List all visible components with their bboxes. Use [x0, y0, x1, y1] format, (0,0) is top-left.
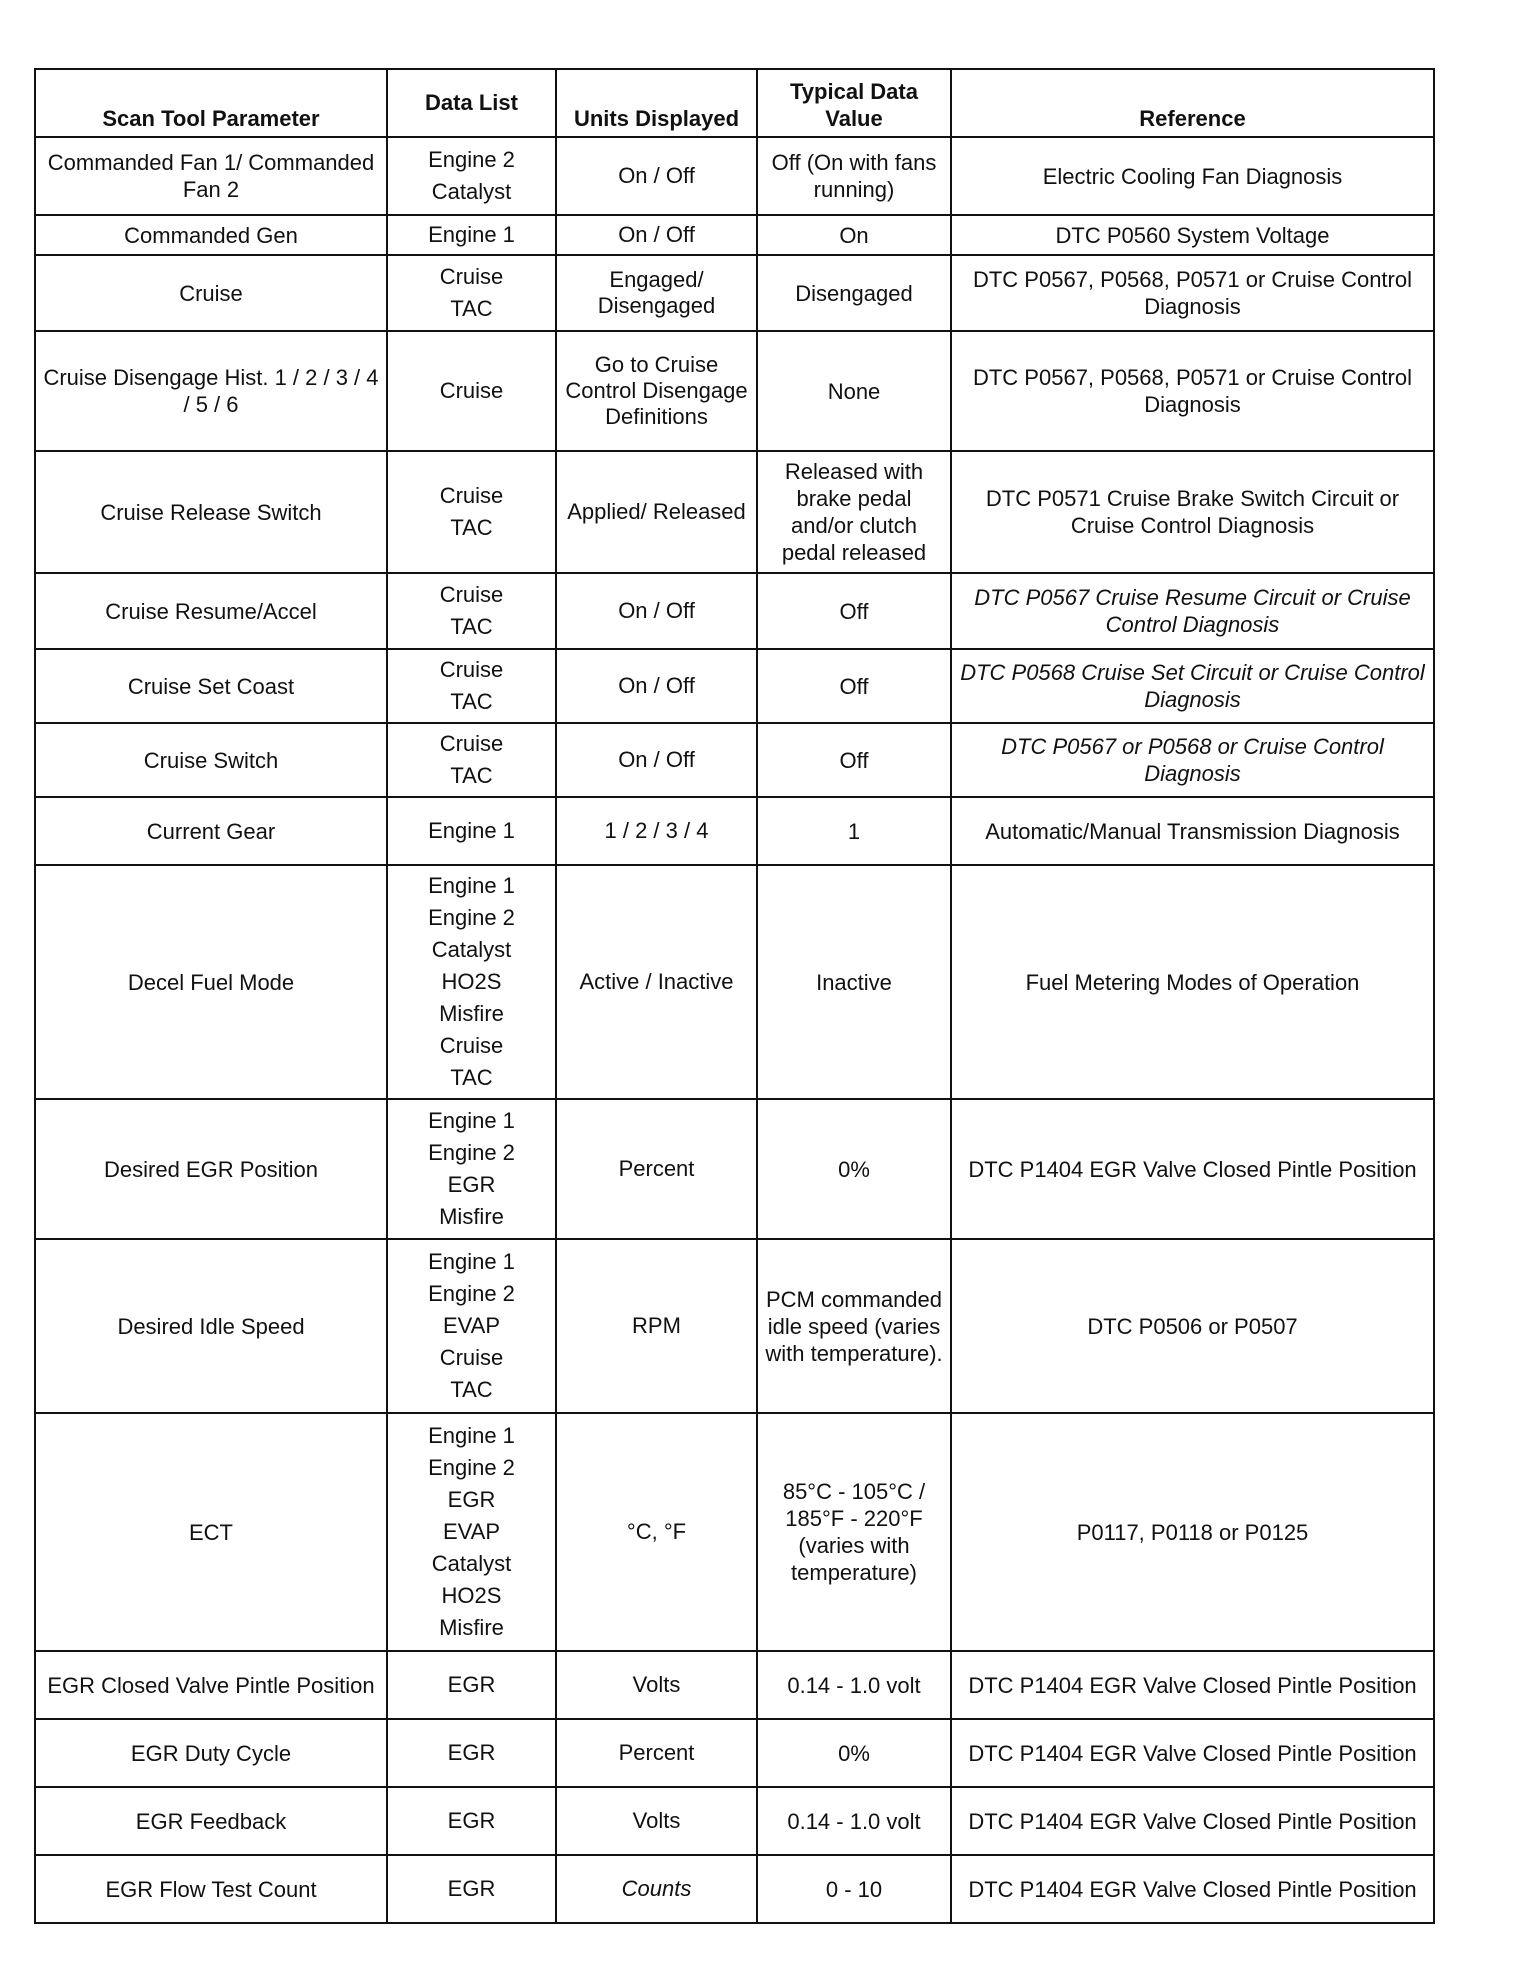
- data-list-cell: Engine 1 Engine 2 EGR Misfire: [387, 1099, 556, 1239]
- header-typical-data-value: Typical Data Value: [757, 69, 951, 137]
- param-cell: Commanded Gen: [35, 215, 387, 255]
- data-list-cell: EGR: [387, 1855, 556, 1923]
- param-cell: EGR Duty Cycle: [35, 1719, 387, 1787]
- param-cell: Cruise Set Coast: [35, 649, 387, 723]
- data-list-cell: Engine 1 Engine 2 Catalyst HO2S Misfire Cruise TAC: [387, 865, 556, 1099]
- param-cell: Current Gear: [35, 797, 387, 865]
- typical-value-cell: None: [757, 331, 951, 451]
- typical-value-cell: 0%: [757, 1099, 951, 1239]
- data-list-cell: Cruise TAC: [387, 451, 556, 573]
- header-data-list: Data List: [387, 69, 556, 137]
- table-row: [35, 137, 1434, 215]
- data-list-cell: Cruise TAC: [387, 255, 556, 331]
- param-cell: EGR Feedback: [35, 1787, 387, 1855]
- typical-value-cell: On: [757, 215, 951, 255]
- reference-cell: DTC P0567, P0568, P0571 or Cruise Control Diagnosis: [951, 255, 1434, 331]
- reference-cell: Electric Cooling Fan Diagnosis: [951, 137, 1434, 215]
- units-cell: Active / Inactive: [556, 865, 757, 1099]
- reference-cell: DTC P0567, P0568, P0571 or Cruise Control Diagnosis: [951, 331, 1434, 451]
- table-row: [35, 865, 1434, 1099]
- table-row: [35, 451, 1434, 573]
- param-cell: Decel Fuel Mode: [35, 865, 387, 1099]
- param-cell: Desired Idle Speed: [35, 1239, 387, 1413]
- table-row: [35, 797, 1434, 865]
- units-cell: Percent: [556, 1099, 757, 1239]
- reference-cell: DTC P0560 System Voltage: [951, 215, 1434, 255]
- units-cell: On / Off: [556, 573, 757, 649]
- typical-value-cell: Disengaged: [757, 255, 951, 331]
- param-cell: Cruise Switch: [35, 723, 387, 797]
- units-cell: On / Off: [556, 137, 757, 215]
- typical-value-cell: Inactive: [757, 865, 951, 1099]
- units-cell: °C, °F: [556, 1413, 757, 1651]
- typical-value-cell: Off: [757, 723, 951, 797]
- table-row: [35, 649, 1434, 723]
- units-cell: Go to Cruise Control Disengage Definitions: [556, 331, 757, 451]
- units-cell: Counts: [556, 1855, 757, 1923]
- units-cell: RPM: [556, 1239, 757, 1413]
- units-cell: Engaged/ Disengaged: [556, 255, 757, 331]
- data-list-cell: Cruise TAC: [387, 649, 556, 723]
- reference-cell: DTC P1404 EGR Valve Closed Pintle Position: [951, 1099, 1434, 1239]
- units-cell: On / Off: [556, 649, 757, 723]
- table-row: [35, 1855, 1434, 1923]
- table-row: [35, 1719, 1434, 1787]
- units-cell: Volts: [556, 1787, 757, 1855]
- table-row: [35, 1787, 1434, 1855]
- data-list-cell: Cruise TAC: [387, 723, 556, 797]
- table-row: [35, 331, 1434, 451]
- header-reference: Reference: [951, 69, 1434, 137]
- table-row: [35, 723, 1434, 797]
- reference-cell: P0117, P0118 or P0125: [951, 1413, 1434, 1651]
- param-cell: Cruise: [35, 255, 387, 331]
- table-row: [35, 215, 1434, 255]
- typical-value-cell: 0.14 - 1.0 volt: [757, 1651, 951, 1719]
- typical-value-cell: Off: [757, 573, 951, 649]
- typical-value-cell: Off (On with fans running): [757, 137, 951, 215]
- data-list-cell: Cruise: [387, 331, 556, 451]
- units-cell: Volts: [556, 1651, 757, 1719]
- param-cell: Commanded Fan 1/ Commanded Fan 2: [35, 137, 387, 215]
- param-cell: Desired EGR Position: [35, 1099, 387, 1239]
- table-row: [35, 1239, 1434, 1413]
- typical-value-cell: Released with brake pedal and/or clutch pedal released: [757, 451, 951, 573]
- reference-cell: DTC P0567 Cruise Resume Circuit or Cruise Control Diagnosis: [951, 573, 1434, 649]
- reference-cell: DTC P1404 EGR Valve Closed Pintle Position: [951, 1787, 1434, 1855]
- units-cell: 1 / 2 / 3 / 4: [556, 797, 757, 865]
- table-row: [35, 255, 1434, 331]
- data-list-cell: EGR: [387, 1787, 556, 1855]
- data-list-cell: EGR: [387, 1651, 556, 1719]
- data-list-cell: Cruise TAC: [387, 573, 556, 649]
- reference-cell: DTC P0568 Cruise Set Circuit or Cruise Control Diagnosis: [951, 649, 1434, 723]
- header-units-displayed: Units Displayed: [556, 69, 757, 137]
- table-row: [35, 1413, 1434, 1651]
- reference-cell: Fuel Metering Modes of Operation: [951, 865, 1434, 1099]
- data-list-cell: Engine 1: [387, 215, 556, 255]
- reference-cell: DTC P0571 Cruise Brake Switch Circuit or Cruise Control Diagnosis: [951, 451, 1434, 573]
- reference-cell: DTC P0506 or P0507: [951, 1239, 1434, 1413]
- typical-value-cell: 1: [757, 797, 951, 865]
- reference-cell: DTC P0567 or P0568 or Cruise Control Diagnosis: [951, 723, 1434, 797]
- typical-value-cell: 85°C - 105°C / 185°F - 220°F (varies with temperature): [757, 1413, 951, 1651]
- table-row: [35, 1099, 1434, 1239]
- table-row: [35, 1651, 1434, 1719]
- header-scan-tool-parameter: Scan Tool Parameter: [35, 69, 387, 137]
- typical-value-cell: PCM commanded idle speed (varies with temperature).: [757, 1239, 951, 1413]
- reference-cell: DTC P1404 EGR Valve Closed Pintle Position: [951, 1719, 1434, 1787]
- param-cell: Cruise Disengage Hist. 1 / 2 / 3 / 4 / 5 / 6: [35, 331, 387, 451]
- param-cell: ECT: [35, 1413, 387, 1651]
- data-list-cell: Engine 1 Engine 2 EGR EVAP Catalyst HO2S Misfire: [387, 1413, 556, 1651]
- typical-value-cell: 0%: [757, 1719, 951, 1787]
- typical-value-cell: 0 - 10: [757, 1855, 951, 1923]
- table-row: [35, 573, 1434, 649]
- header-row: [35, 69, 1434, 137]
- data-list-cell: Engine 1: [387, 797, 556, 865]
- reference-cell: Automatic/Manual Transmission Diagnosis: [951, 797, 1434, 865]
- data-list-cell: EGR: [387, 1719, 556, 1787]
- param-cell: Cruise Resume/Accel: [35, 573, 387, 649]
- typical-value-cell: Off: [757, 649, 951, 723]
- data-list-cell: Engine 2 Catalyst: [387, 137, 556, 215]
- data-list-cell: Engine 1 Engine 2 EVAP Cruise TAC: [387, 1239, 556, 1413]
- reference-cell: DTC P1404 EGR Valve Closed Pintle Position: [951, 1651, 1434, 1719]
- scan-tool-parameter-table: [34, 68, 1435, 1924]
- param-cell: Cruise Release Switch: [35, 451, 387, 573]
- typical-value-cell: 0.14 - 1.0 volt: [757, 1787, 951, 1855]
- units-cell: On / Off: [556, 723, 757, 797]
- units-cell: On / Off: [556, 215, 757, 255]
- reference-cell: DTC P1404 EGR Valve Closed Pintle Position: [951, 1855, 1434, 1923]
- param-cell: EGR Closed Valve Pintle Position: [35, 1651, 387, 1719]
- param-cell: EGR Flow Test Count: [35, 1855, 387, 1923]
- units-cell: Applied/ Released: [556, 451, 757, 573]
- units-cell: Percent: [556, 1719, 757, 1787]
